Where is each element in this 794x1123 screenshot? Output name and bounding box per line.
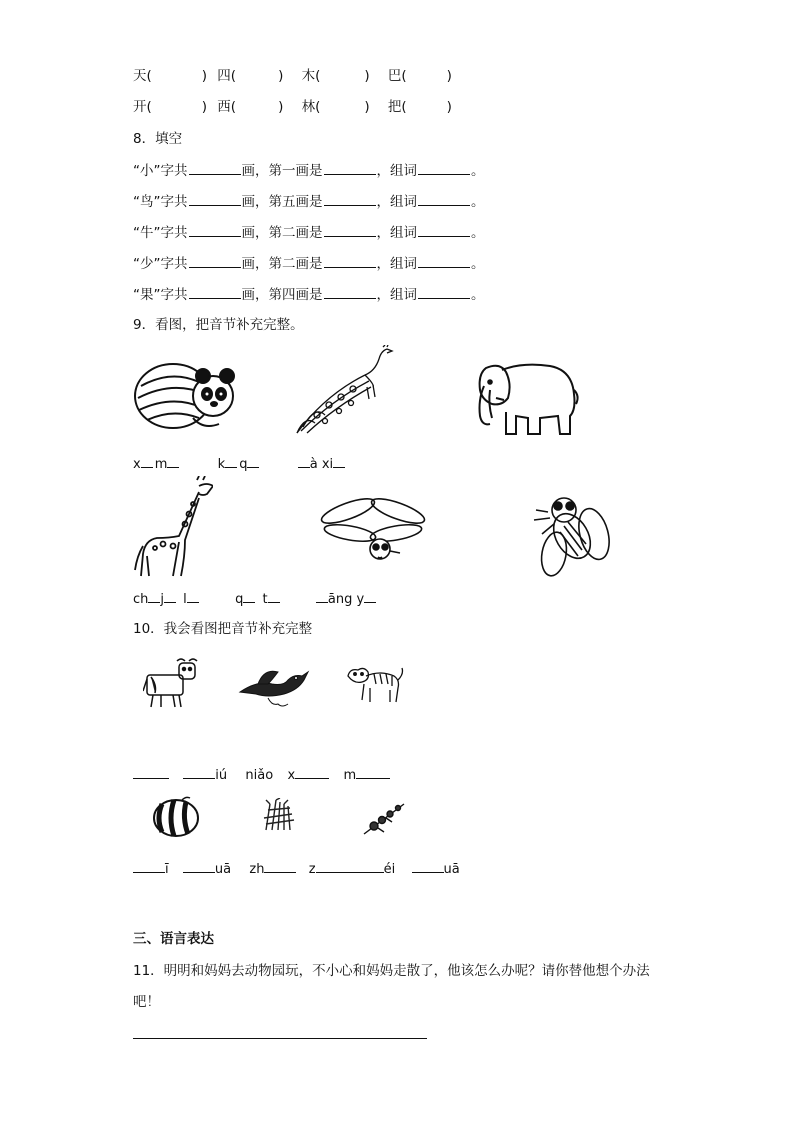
char-row-1: 天( ) 四( ) 木( ) 巴( ) — [133, 68, 452, 84]
stroke-count-blank[interactable] — [189, 192, 241, 206]
pinyin-blank[interactable] — [225, 455, 237, 468]
char-kai: 开( — [133, 99, 152, 115]
bamboo-image — [262, 798, 296, 832]
pinyin-blank[interactable] — [141, 455, 153, 468]
giraffe-image — [133, 476, 213, 580]
char-ba2: 把( — [387, 99, 407, 115]
stroke-count-blank[interactable] — [189, 285, 241, 299]
q10-pinyin-row-2: ī uā zh z éi uā — [133, 860, 460, 878]
q8-row-2: “鸟”字共 画，第五画是 ，组词 。 — [133, 194, 485, 210]
char-row-2: 开( ) 西( ) 林( ) 把( ) — [133, 99, 452, 115]
pinyin-blank[interactable] — [356, 766, 390, 779]
cow-image — [143, 655, 199, 709]
pinyin-blank[interactable] — [333, 455, 345, 468]
char-tian: 天( — [133, 68, 152, 84]
pinyin-blank[interactable] — [133, 766, 169, 779]
tiger-image — [346, 662, 404, 708]
watermelon-image — [152, 796, 200, 838]
char-ba: 巴( — [387, 68, 407, 84]
fly-image — [528, 490, 612, 578]
stroke-blank[interactable] — [324, 285, 376, 299]
pinyin-blank[interactable] — [148, 590, 160, 603]
pinyin-blank[interactable] — [316, 860, 384, 873]
pinyin-blank[interactable] — [298, 455, 310, 468]
q8-row-5: “果”字共 画，第四画是 ，组词 。 — [133, 287, 485, 303]
pinyin-blank[interactable] — [264, 860, 296, 873]
pinyin-blank[interactable] — [247, 455, 259, 468]
answer-write-line[interactable] — [133, 1038, 427, 1039]
stroke-count-blank[interactable] — [189, 254, 241, 268]
pinyin-blank[interactable] — [167, 455, 179, 468]
pinyin-blank[interactable] — [183, 766, 215, 779]
char-si: 四( — [217, 68, 237, 84]
pinyin-blank[interactable] — [268, 590, 280, 603]
word-blank[interactable] — [418, 254, 470, 268]
pinyin-blank[interactable] — [164, 590, 176, 603]
q8-row-4: “少”字共 画，第二画是 ，组词 。 — [133, 256, 485, 272]
char-mu: 木( — [301, 68, 321, 84]
peacock-image — [295, 345, 395, 435]
stroke-blank[interactable] — [324, 161, 376, 175]
stroke-blank[interactable] — [324, 223, 376, 237]
q9-title: 9．看图，把音节补充完整。 — [133, 317, 304, 333]
section-3-title: 三、语言表达 — [133, 931, 214, 947]
q9-pinyin-row-2: ch j l q t āng y — [133, 590, 376, 608]
char-lin: 林( — [301, 99, 321, 115]
q8-title: 8．填空 — [133, 131, 183, 147]
flower-branch-image — [362, 800, 406, 836]
pinyin-blank[interactable] — [412, 860, 444, 873]
pinyin-blank[interactable] — [364, 590, 376, 603]
q9-pinyin-row-1: x m k q à xi — [133, 455, 345, 473]
elephant-image — [472, 360, 582, 440]
stroke-count-blank[interactable] — [189, 223, 241, 237]
pinyin-blank[interactable] — [295, 766, 329, 779]
dragonfly-image — [318, 493, 428, 569]
q8-row-3: “牛”字共 画，第二画是 ，组词 。 — [133, 225, 485, 241]
pinyin-blank[interactable] — [316, 590, 328, 603]
q11-text-line-2: 吧！ — [133, 994, 160, 1010]
char-xi: 西( — [217, 99, 237, 115]
panda-image — [133, 358, 239, 432]
q11-text-line-1: 11．明明和妈妈去动物园玩，不小心和妈妈走散了，他该怎么办呢？请你替他想个办法 — [133, 963, 650, 979]
stroke-count-blank[interactable] — [189, 161, 241, 175]
word-blank[interactable] — [418, 192, 470, 206]
bird-image — [238, 660, 314, 710]
word-blank[interactable] — [418, 223, 470, 237]
pinyin-blank[interactable] — [243, 590, 255, 603]
pinyin-blank[interactable] — [187, 590, 199, 603]
word-blank[interactable] — [418, 161, 470, 175]
pinyin-blank[interactable] — [133, 860, 165, 873]
stroke-blank[interactable] — [324, 192, 376, 206]
pinyin-blank[interactable] — [183, 860, 215, 873]
q8-row-1: “小”字共 画，第一画是 ，组词 。 — [133, 163, 485, 179]
q10-title: 10．我会看图把音节补充完整 — [133, 621, 313, 637]
word-blank[interactable] — [418, 285, 470, 299]
stroke-blank[interactable] — [324, 254, 376, 268]
q10-pinyin-row-1: iú niǎo x m — [133, 766, 390, 784]
